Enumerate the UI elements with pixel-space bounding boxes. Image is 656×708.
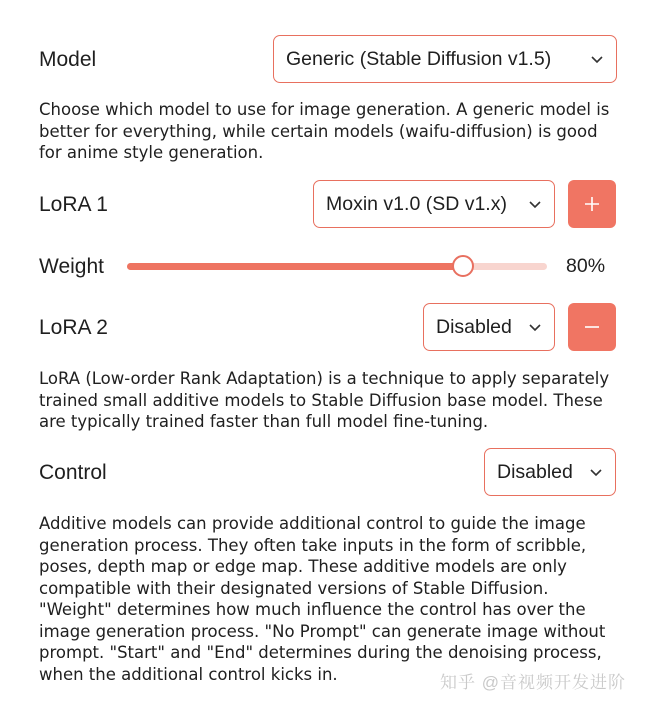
lora2-label: LoRA 2 bbox=[39, 316, 108, 339]
chevron-down-icon bbox=[590, 52, 604, 66]
lora1-label: LoRA 1 bbox=[39, 193, 108, 216]
chevron-down-icon bbox=[528, 320, 542, 334]
remove-lora-button[interactable] bbox=[568, 303, 616, 351]
lora-description: LoRA (Low-order Rank Adaptation) is a technique to apply separately trained small additive models to Stable Diffusion base model. These are typically trained faster than full model fine-tuning. bbox=[39, 369, 610, 431]
model-select[interactable] bbox=[273, 35, 617, 83]
control-select[interactable] bbox=[484, 448, 616, 496]
watermark: 知乎 @音视频开发进阶 bbox=[440, 673, 626, 692]
minus-icon bbox=[583, 318, 601, 336]
slider-fill bbox=[127, 263, 463, 270]
control-label: Control bbox=[39, 461, 107, 484]
slider-thumb[interactable] bbox=[452, 255, 474, 277]
lora2-select-value: Disabled bbox=[436, 315, 512, 338]
model-label: Model bbox=[39, 48, 97, 71]
model-select-value: Generic (Stable Diffusion v1.5) bbox=[286, 47, 552, 70]
weight-label: Weight bbox=[39, 255, 104, 278]
lora1-select-value: Moxin v1.0 (SD v1.x) bbox=[326, 192, 507, 215]
weight-value: 80% bbox=[566, 255, 606, 277]
weight-slider[interactable] bbox=[127, 257, 547, 277]
model-description: Choose which model to use for image generation. A generic model is better for everything, while certain models (waifu-diffusion) is good for anime style generation. bbox=[39, 100, 610, 162]
lora1-select[interactable] bbox=[313, 180, 555, 228]
plus-icon bbox=[583, 195, 601, 213]
lora2-select[interactable] bbox=[423, 303, 555, 351]
chevron-down-icon bbox=[589, 465, 603, 479]
control-description: Additive models can provide additional control to guide the image generation process. They often take inputs in the form of scribble, poses, depth map or edge map. These additive models are only compatible with their designated versions of Stable Diffusion. "Weight" determines how much influence the control has over the image generation process. "No Prompt" can generate image without prompt. "Start" and "End" determines during the denoising process, when the additional control kicks in. bbox=[39, 514, 606, 684]
chevron-down-icon bbox=[528, 197, 542, 211]
control-select-value: Disabled bbox=[497, 460, 573, 483]
add-lora-button[interactable] bbox=[568, 180, 616, 228]
